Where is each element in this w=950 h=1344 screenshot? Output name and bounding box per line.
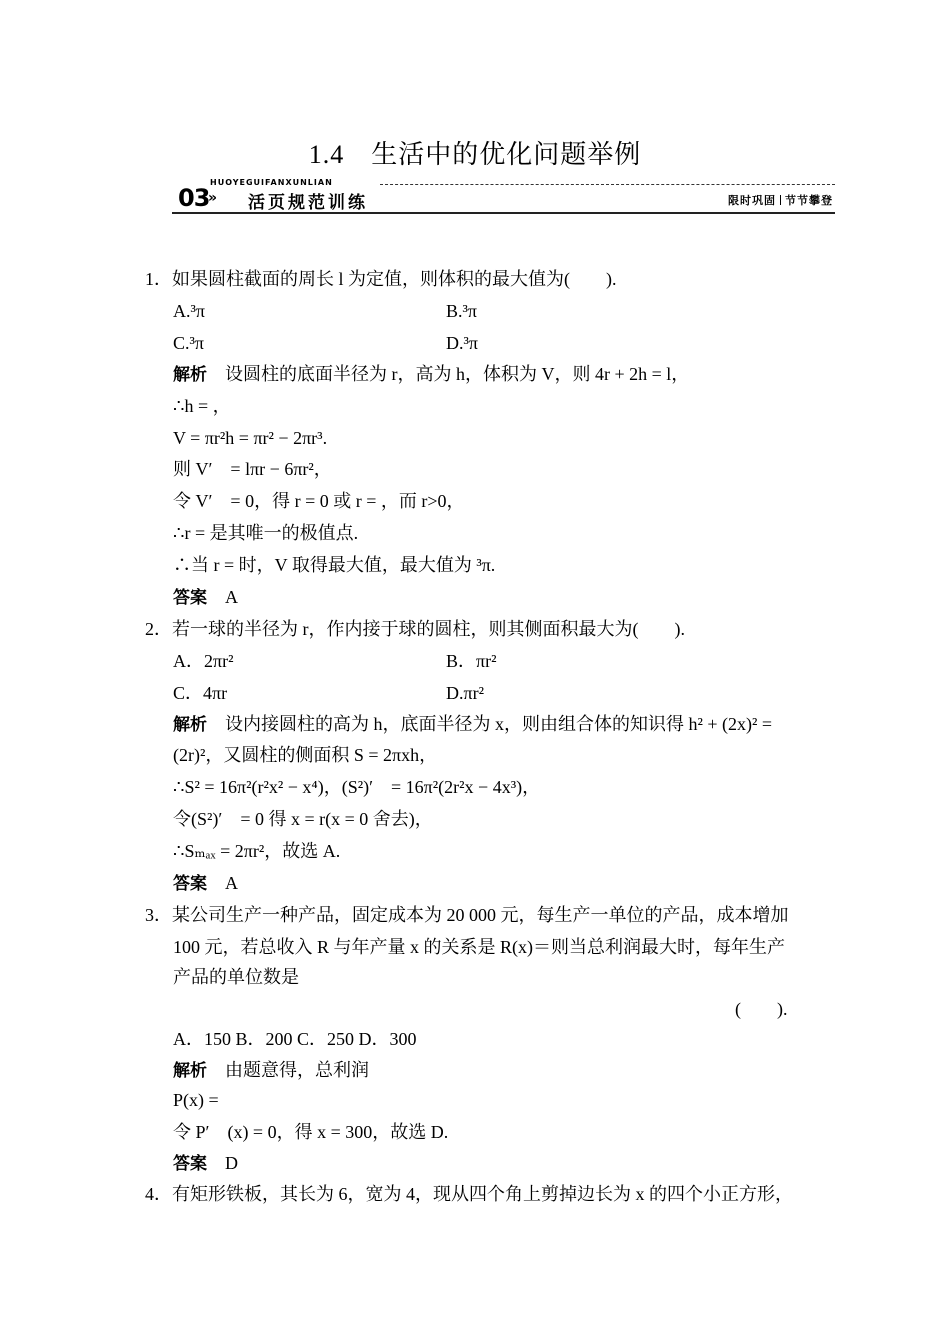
q3-step: 令 P′ (x) = 0，得 x = 300，故选 D. <box>173 1122 449 1142</box>
banner-pinyin: HUOYEGUIFANXUNLIAN <box>210 178 333 187</box>
q2-step: 令(S²)′ = 0 得 x = r(x = 0 舍去)， <box>173 809 433 829</box>
q2-step: (2r)²，又圆柱的侧面积 S = 2πxh， <box>173 745 438 765</box>
q2-step: ∴S² = 16π²(r²x² − x⁴)，(S²)′ = 16π²(2r²x − 4x³)， <box>173 777 541 797</box>
analysis-label: 解析 <box>173 715 207 735</box>
section-banner <box>172 178 835 216</box>
q1-stem: 1．如果圆柱截面的周长 l 为定值，则体积的最大值为( ). <box>145 269 617 289</box>
q1-step: ∴当 r = 时，V 取得最大值，最大值为 ³π. <box>173 555 496 575</box>
banner-right <box>728 192 833 208</box>
q1-analysis-text: 设圆柱的底面半径为 r，高为 h，体积为 V，则 4r + 2h = l， <box>225 364 690 384</box>
q2-option-d: D.πr² <box>446 683 484 703</box>
q3-options: A．150 B．200 C．250 D．300 <box>173 1029 417 1049</box>
q1-answer: A <box>225 587 238 607</box>
banner-name: 活页规范训练 <box>248 193 368 213</box>
q1-option-d: D.³π <box>446 333 478 353</box>
q2-answer: A <box>225 873 238 893</box>
q1-option-c: C.³π <box>173 333 204 353</box>
analysis-label: 解析 <box>173 1061 207 1081</box>
q2-analysis-text: 设内接圆柱的高为 h，底面半径为 x，则由组合体的知识得 h² + (2x)² = <box>225 714 773 734</box>
q1-step: ∴r = 是其唯一的极值点. <box>173 523 359 543</box>
banner-right-a: 限时巩固 <box>728 194 776 207</box>
q3-stem-cont: 产品的单位数是 <box>173 967 299 987</box>
banner-number: 03 <box>178 184 210 212</box>
q1-analysis-line <box>173 363 689 386</box>
answer-label: 答案 <box>173 588 207 608</box>
banner-rule <box>172 212 835 214</box>
banner-dashed-rule <box>380 184 835 185</box>
analysis-label: 解析 <box>173 365 207 385</box>
q3-answer-line <box>173 1152 238 1175</box>
q2-step: ∴Sₘₐₓ = 2πr²，故选 A. <box>173 841 341 861</box>
q1-step: 则 V′ = lπr − 6πr²， <box>173 459 332 479</box>
banner-right-b: 节节攀登 <box>785 194 833 207</box>
q2-option-a: A．2πr² <box>173 651 234 671</box>
chevron-icon: » <box>208 190 218 206</box>
q1-step: ∴h = ， <box>173 396 231 416</box>
q2-option-c: C．4πr <box>173 683 228 703</box>
answer-label: 答案 <box>173 874 207 894</box>
q1-step: V = πr²h = πr² − 2πr³. <box>173 428 328 448</box>
q3-blank: ( ). <box>735 999 788 1019</box>
q1-step: 令 V′ = 0，得 r = 0 或 r = ，而 r>0， <box>173 491 465 511</box>
answer-label: 答案 <box>173 1154 207 1174</box>
q2-analysis-line <box>173 713 772 736</box>
q3-analysis-line <box>173 1059 369 1082</box>
q1-option-a: A.³π <box>173 301 205 321</box>
q1-answer-line <box>173 586 238 609</box>
q3-answer: D <box>225 1153 238 1173</box>
q1-option-b: B.³π <box>446 301 477 321</box>
q3-analysis-text: 由题意得，总利润 <box>225 1060 369 1080</box>
q2-answer-line <box>173 872 238 895</box>
q3-stem-cont: 100 元，若总收入 R 与年产量 x 的关系是 R(x)＝则当总利润最大时，每年生产 <box>173 937 785 957</box>
q4-stem: 4．有矩形铁板，其长为 6，宽为 4，现从四个角上剪掉边长为 x 的四个小正方形， <box>145 1184 793 1204</box>
q3-step: P(x) = <box>173 1090 219 1110</box>
q2-stem: 2．若一球的半径为 r，作内接于球的圆柱，则其侧面积最大为( ). <box>145 619 685 639</box>
divider <box>780 195 781 205</box>
q3-stem: 3．某公司生产一种产品，固定成本为 20 000 元，每生产一单位的产品，成本增加 <box>145 905 789 925</box>
q2-option-b: B．πr² <box>446 651 497 671</box>
page-title: 1.4 生活中的优化问题举例 <box>308 140 642 169</box>
